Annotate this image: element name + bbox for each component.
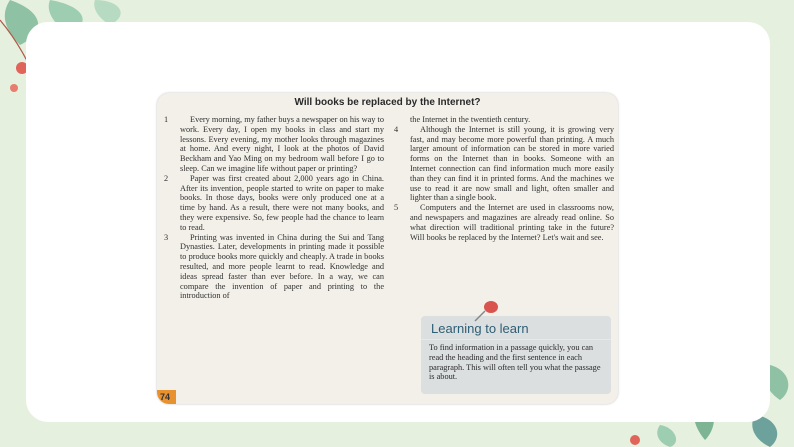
paragraph-number: 4: [394, 124, 399, 134]
left-column: [164, 115, 384, 301]
paragraph-4: [394, 125, 614, 203]
paragraph-text: Every morning, my father buys a newspaper on his way to work. Every day, I open my books in class and start my lessons. Every evening, my mother looks through magazines at home. And every night, I look at the photos of David Beckham and Yao Ming on my bedroom wall before I go to sleep. Can we imagine life without paper or printing?: [180, 115, 384, 173]
paragraph-text: Printing was invented in China during the Sui and Tang Dynasties. Later, developments in printing made it possible to produce books more quickly and cheaply. A trade in books resulted, and more people learnt to read. Knowledge and ideas spread faster than ever before. In a way, we can compare the invention of paper and printing to the introduction of: [180, 232, 384, 301]
paragraph-1: [164, 115, 384, 174]
pushpin-icon: [471, 299, 501, 323]
flower-icon: [10, 84, 18, 92]
paragraph-text: Computers and the Internet are used in classrooms now, and newspapers and magazines are already read online. So what direction will traditional printing take in the future? Will books be replaced by the Internet? Let's wait and see.: [410, 203, 614, 242]
paragraph-number: 1: [164, 115, 169, 124]
leaf-icon: [657, 425, 676, 447]
paragraph-3: [164, 233, 384, 302]
paragraph-text: Paper was first created about 2,000 years ago in China. After its invention, people started to write on paper to make books. In those days, books were only produced one at a time by hand. As a result, there were not many books, and they were expensive. So, few people had the chance to learn to read.: [180, 173, 384, 232]
paragraph-number: 2: [164, 173, 169, 183]
paragraph-5: [394, 203, 614, 242]
learning-to-learn-box: [421, 316, 611, 394]
learning-heading: Learning to learn: [431, 321, 529, 336]
flower-icon: [630, 435, 640, 445]
paragraph-number: 3: [164, 232, 169, 242]
page-title: Will books be replaced by the Internet?: [294, 97, 481, 108]
paragraph-number: 5: [394, 203, 399, 213]
paragraph-text: Although the Internet is still young, it is growing very fast, and may become more powerful than printing. A much larger amount of information can be stored in more varied forms on the Internet than in books. Someone with an Internet connection can find information much more easily than they can find it in printed forms. And the machines we use to read it are now small and light, often smaller and lighter than a single book.: [410, 124, 614, 203]
textbook-page: [157, 93, 618, 404]
paragraph-2: [164, 174, 384, 233]
divider: [421, 339, 611, 340]
right-column: [394, 115, 614, 242]
learning-text: To find information in a passage quickly, you can read the heading and the first sentence in each paragraph. This will often tell you what the passage is about.: [429, 343, 601, 382]
paragraph-3-continued: the Internet in the twentieth century.: [410, 115, 531, 124]
page-number: 74: [157, 390, 176, 404]
